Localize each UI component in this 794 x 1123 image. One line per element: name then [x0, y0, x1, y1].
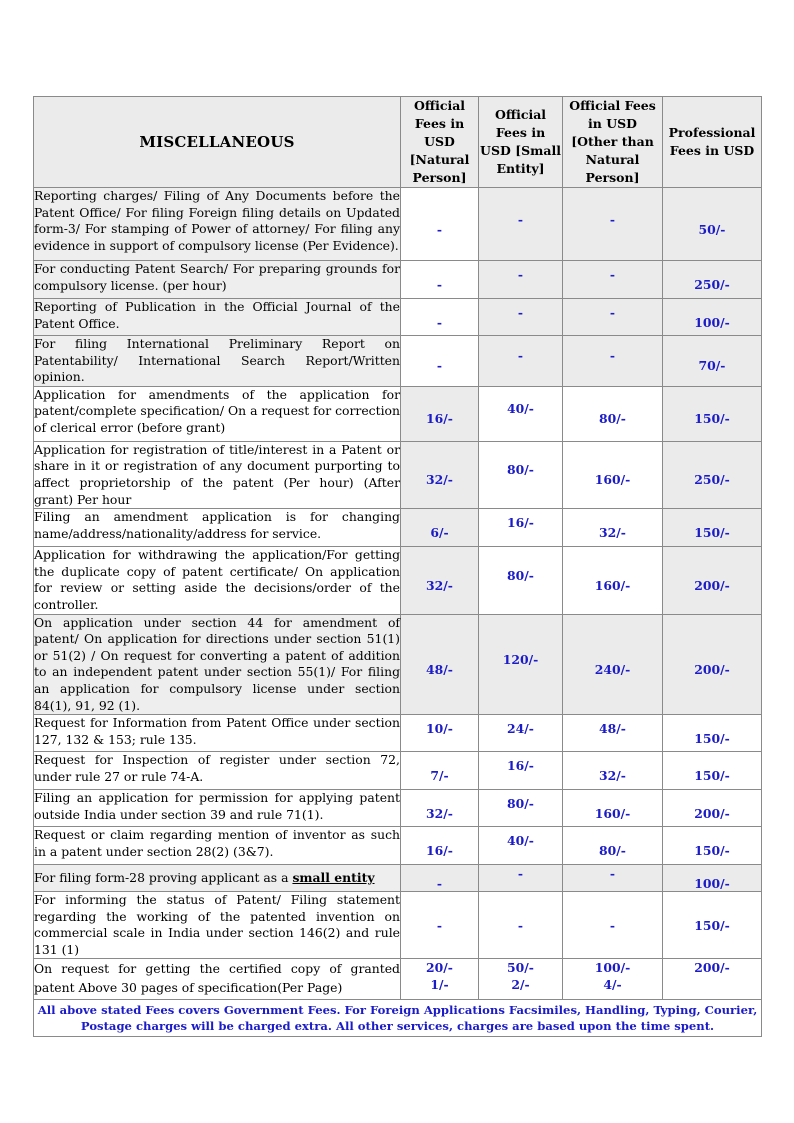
- fee-other: -: [563, 261, 663, 299]
- fee-natural: -: [401, 188, 479, 261]
- row-description: Reporting of Publication in the Official Journal of the Patent Office.: [34, 299, 401, 336]
- footer-row: [34, 1000, 762, 1037]
- fee-natural: 6/-: [401, 509, 479, 547]
- header-official-natural: Official Fees in USD [Natural Person]: [401, 97, 479, 188]
- row-description: Request or claim regarding mention of inventor as such in a patent under section 28(2) (3&7).: [34, 827, 401, 865]
- fee-professional: 200/-: [663, 790, 762, 827]
- table-row: [34, 299, 762, 336]
- fee-small: -: [479, 261, 563, 299]
- row-description: Reporting charges/ Filing of Any Documents before the Patent Office/ For filing Foreign filing details on Updated form-3/ For stamping of Power of attorney/ For filing any evidence in support of compulsory license (Per Evidence).: [34, 188, 401, 261]
- table-row: [34, 827, 762, 865]
- fee-other: 160/-: [563, 790, 663, 827]
- row-description: For filing International Preliminary Report on Patentability/ International Search Report/Written opinion.: [34, 336, 401, 387]
- fee-other: -: [563, 336, 663, 387]
- fee-small: -: [479, 188, 563, 261]
- fee-small: -: [479, 865, 563, 892]
- fee-small: 40/-: [479, 386, 563, 441]
- row-description: On request for getting the certified copy of granted patent Above 30 pages of specification(Per Page): [34, 959, 401, 1000]
- fee-other: 32/-: [563, 752, 663, 790]
- fee-natural: -: [401, 261, 479, 299]
- fee-professional: 150/-: [663, 827, 762, 865]
- fee-professional: 150/-: [663, 509, 762, 547]
- row-description: For conducting Patent Search/ For preparing grounds for compulsory license. (per hour): [34, 261, 401, 299]
- table-row: [34, 752, 762, 790]
- header-official-small: Official Fees in USD [Small Entity]: [479, 97, 563, 188]
- table-row: [34, 715, 762, 752]
- fee-other: 80/-: [563, 827, 663, 865]
- fee-other: 80/-: [563, 386, 663, 441]
- footer-note: All above stated Fees covers Government Fees. For Foreign Applications Facsimiles, Handling, Typing, Courier, Postage charges will be charged extra. All other services, charges are based upon the time spent.: [34, 1000, 762, 1037]
- row-description: Application for amendments of the application for patent/complete specification/ On a request for correction of clerical error (before grant): [34, 386, 401, 441]
- fee-natural: 16/-: [401, 386, 479, 441]
- table-row: [34, 790, 762, 827]
- row-description: For filing form-28 proving applicant as a small entity: [34, 865, 401, 892]
- row-description: Request for Inspection of register under section 72, under rule 27 or rule 74-A.: [34, 752, 401, 790]
- fee-natural: -: [401, 865, 479, 892]
- fee-natural: -: [401, 892, 479, 959]
- fee-other: 160/-: [563, 441, 663, 508]
- fee-small: 80/-: [479, 441, 563, 508]
- fee-other: -: [563, 865, 663, 892]
- fee-professional: 150/-: [663, 386, 762, 441]
- table-row: [34, 386, 762, 441]
- fee-table: [33, 96, 762, 1037]
- header-official-other: Official Fees in USD [Other than Natural Person]: [563, 97, 663, 188]
- fee-other: -: [563, 892, 663, 959]
- fee-other: 32/-: [563, 509, 663, 547]
- fee-professional: 100/-: [663, 299, 762, 336]
- fee-small: 50/- 2/-: [479, 959, 563, 1000]
- table-row: [34, 509, 762, 547]
- fee-small: 16/-: [479, 509, 563, 547]
- fee-natural: 32/-: [401, 547, 479, 614]
- fee-small: 24/-: [479, 715, 563, 752]
- fee-natural: 32/-: [401, 441, 479, 508]
- table-row: [34, 261, 762, 299]
- row-description: For informing the status of Patent/ Filing statement regarding the working of the patented invention on commercial scale in India under section 146(2) and rule 131 (1): [34, 892, 401, 959]
- fee-professional: 200/-: [663, 547, 762, 614]
- fee-small: 16/-: [479, 752, 563, 790]
- fee-professional: 200/-: [663, 614, 762, 715]
- table-title: MISCELLANEOUS: [34, 97, 401, 188]
- fee-professional: 150/-: [663, 752, 762, 790]
- fee-small: -: [479, 336, 563, 387]
- fee-small: 80/-: [479, 790, 563, 827]
- header-professional: Professional Fees in USD: [663, 97, 762, 188]
- fee-natural: 7/-: [401, 752, 479, 790]
- fee-professional: 50/-: [663, 188, 762, 261]
- small-entity-emphasis: small entity: [292, 869, 375, 885]
- table-row: [34, 892, 762, 959]
- fee-other: 240/-: [563, 614, 663, 715]
- fee-other: 160/-: [563, 547, 663, 614]
- fee-other: -: [563, 188, 663, 261]
- fee-other: 100/- 4/-: [563, 959, 663, 1000]
- fee-small: 120/-: [479, 614, 563, 715]
- table-row: [34, 614, 762, 715]
- fee-small: 80/-: [479, 547, 563, 614]
- row-description: On application under section 44 for amendment of patent/ On application for directions under section 51(1) or 51(2) / On request for converting a patent of addition to an independent patent under section 55(1)/ For filing an application for compulsory license under section 84(1), 91, 92 (1).: [34, 614, 401, 715]
- fee-professional: 70/-: [663, 336, 762, 387]
- row-description: Request for Information from Patent Office under section 127, 132 & 153; rule 135.: [34, 715, 401, 752]
- row-description: Application for withdrawing the application/For getting the duplicate copy of patent certificate/ On application for review or setting aside the decisions/order of the controller.: [34, 547, 401, 614]
- fee-professional: 150/-: [663, 892, 762, 959]
- fee-natural: -: [401, 299, 479, 336]
- fee-small: 40/-: [479, 827, 563, 865]
- fee-natural: 10/-: [401, 715, 479, 752]
- table-row: [34, 865, 762, 892]
- table-row: [34, 188, 762, 261]
- fee-other: -: [563, 299, 663, 336]
- row-description: Filing an amendment application is for changing name/address/nationality/address for service.: [34, 509, 401, 547]
- fee-professional: 250/-: [663, 261, 762, 299]
- fee-small: -: [479, 299, 563, 336]
- table-row: [34, 959, 762, 1000]
- table-row: [34, 441, 762, 508]
- fee-professional: 250/-: [663, 441, 762, 508]
- fee-natural: 48/-: [401, 614, 479, 715]
- fee-professional: 100/-: [663, 865, 762, 892]
- fee-natural: 20/- 1/-: [401, 959, 479, 1000]
- fee-other: 48/-: [563, 715, 663, 752]
- header-row: [34, 97, 762, 188]
- fee-natural: 16/-: [401, 827, 479, 865]
- table-row: [34, 336, 762, 387]
- table-row: [34, 547, 762, 614]
- fee-natural: -: [401, 336, 479, 387]
- row-description: Filing an application for permission for applying patent outside India under section 39 and rule 71(1).: [34, 790, 401, 827]
- fee-small: -: [479, 892, 563, 959]
- fee-natural: 32/-: [401, 790, 479, 827]
- fee-professional: 150/-: [663, 715, 762, 752]
- row-description: Application for registration of title/interest in a Patent or share in it or registration of any document purporting to affect proprietorship of the patent (Per hour) (After grant) Per hour: [34, 441, 401, 508]
- fee-professional: 200/-: [663, 959, 762, 1000]
